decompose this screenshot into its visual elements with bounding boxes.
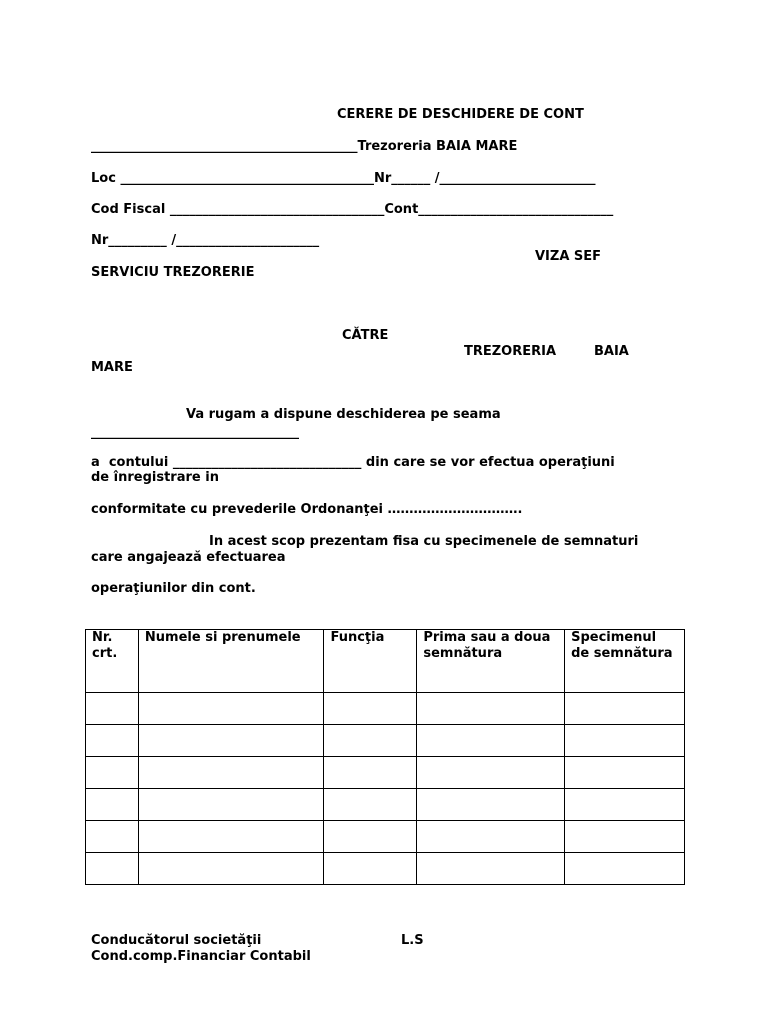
- table-cell[interactable]: [324, 693, 417, 725]
- table-row: [86, 853, 685, 885]
- trezoreria-label: TREZORERIA: [464, 344, 557, 359]
- header-specimen-semnatura: Specimenul de semnătura: [565, 630, 685, 693]
- paragraph-4-line-1: In acest scop prezentam fisa cu specimenele de semnaturi: [209, 534, 639, 549]
- paragraph-4-line-2: care angajează efectuarea: [91, 550, 286, 565]
- header-nume-prenume: Numele si prenumele: [138, 630, 324, 693]
- table-row: [86, 693, 685, 725]
- table-cell[interactable]: [565, 821, 685, 853]
- table-header-row: [86, 630, 685, 693]
- table-row: [86, 757, 685, 789]
- table-cell[interactable]: [86, 757, 139, 789]
- cod-fiscal-line: Cod Fiscal _________________________________Cont______________________________: [91, 202, 614, 217]
- table-cell[interactable]: [138, 853, 324, 885]
- table-cell[interactable]: [324, 757, 417, 789]
- header-nr-crt: Nr. crt.: [86, 630, 139, 693]
- table-cell[interactable]: [138, 789, 324, 821]
- table-cell[interactable]: [138, 693, 324, 725]
- loc-line: Loc _______________________________________Nr______ /________________________: [91, 171, 596, 186]
- header-functia: Funcţia: [324, 630, 417, 693]
- table-cell[interactable]: [86, 725, 139, 757]
- paragraph-2-line-2: de înregistrare in: [91, 470, 219, 485]
- paragraph-3: conformitate cu prevederile Ordonanţei ………………………….: [91, 502, 523, 517]
- table-cell[interactable]: [324, 789, 417, 821]
- footer-cond-comp: Cond.comp.Financiar Contabil: [91, 949, 311, 964]
- table-cell[interactable]: [417, 693, 565, 725]
- table-cell[interactable]: [138, 757, 324, 789]
- trezoreria-line: _________________________________________Trezoreria BAIA MARE: [91, 139, 518, 154]
- table-cell[interactable]: [86, 821, 139, 853]
- paragraph-5: operaţiunilor din cont.: [91, 581, 256, 596]
- table-cell[interactable]: [417, 725, 565, 757]
- paragraph-1-line-1: Va rugam a dispune deschiderea pe seama: [186, 407, 501, 422]
- table-cell[interactable]: [417, 789, 565, 821]
- serviciu-trezorerie-label: SERVICIU TREZORERIE: [91, 265, 255, 280]
- table-row: [86, 821, 685, 853]
- table-cell[interactable]: [565, 725, 685, 757]
- table-cell[interactable]: [565, 693, 685, 725]
- paragraph-1-line-2: ________________________________: [91, 425, 299, 440]
- table-cell[interactable]: [324, 853, 417, 885]
- signature-table: [85, 629, 685, 885]
- document-title: CERERE DE DESCHIDERE DE CONT: [337, 107, 584, 122]
- table-cell[interactable]: [417, 821, 565, 853]
- catre-label: CĂTRE: [342, 328, 389, 343]
- header-prima-doua-semnatura: Prima sau a doua semnătura: [417, 630, 565, 693]
- table-cell[interactable]: [565, 853, 685, 885]
- table-cell[interactable]: [86, 789, 139, 821]
- table-cell[interactable]: [417, 757, 565, 789]
- baia-label: BAIA: [594, 344, 629, 359]
- table-row: [86, 789, 685, 821]
- table-cell[interactable]: [86, 693, 139, 725]
- table-cell[interactable]: [324, 725, 417, 757]
- table-cell[interactable]: [86, 853, 139, 885]
- table-cell[interactable]: [138, 725, 324, 757]
- table-cell[interactable]: [138, 821, 324, 853]
- table-cell[interactable]: [565, 789, 685, 821]
- footer-conducator: Conducătorul societăţii: [91, 933, 262, 948]
- footer-ls-stamp-label: L.S: [401, 933, 424, 948]
- viza-sef-label: VIZA SEF: [535, 249, 602, 264]
- paragraph-2-line-1: a contului _____________________________ din care se vor efectua operaţiuni: [91, 455, 615, 470]
- mare-label: MARE: [91, 360, 133, 375]
- table-cell[interactable]: [324, 821, 417, 853]
- table-cell[interactable]: [565, 757, 685, 789]
- nr-line: Nr_________ /______________________: [91, 233, 320, 248]
- table-row: [86, 725, 685, 757]
- table-cell[interactable]: [417, 853, 565, 885]
